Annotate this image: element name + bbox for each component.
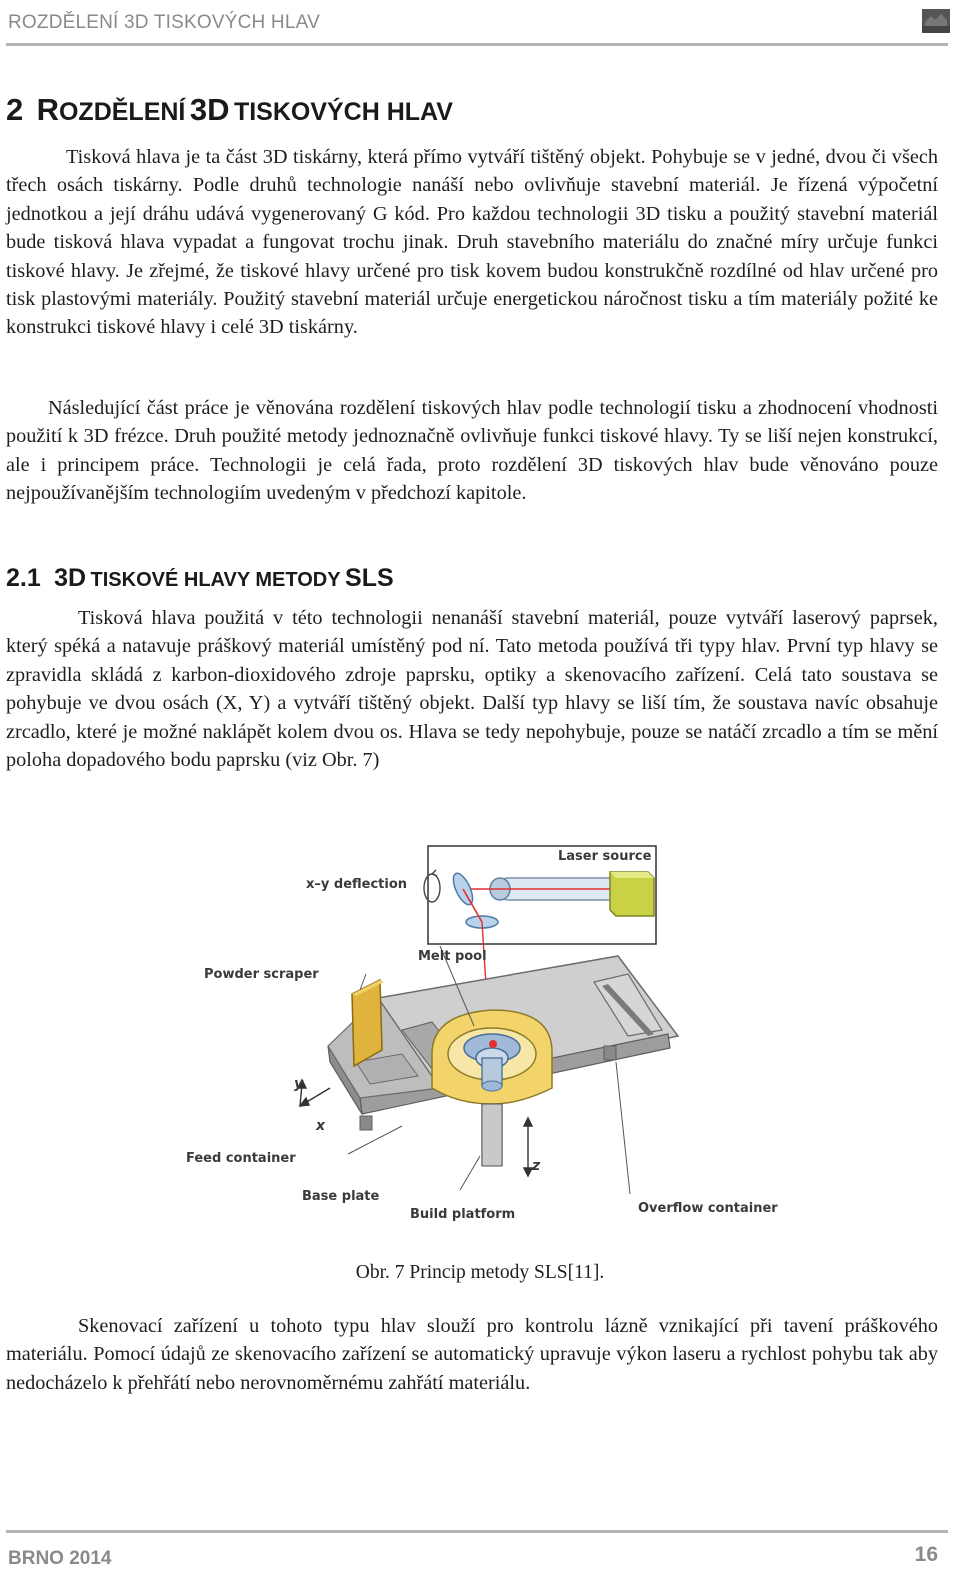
- label-overflow-container: Overflow container: [638, 1201, 778, 1216]
- chapter-number: 2: [6, 92, 24, 127]
- chapter-title-3d: 3D: [189, 92, 230, 127]
- paragraph-scanning: Skenovací zařízení u tohoto typu hlav slouží pro kontrolu lázně vznikající při tavení práškového materiálu. Pomocí údajů ze skenovacího zařízení se automatický upravuje výkon laseru a rychlost pohybu tak aby nedocházelo k přehřátí nebo nerovnoměrnému zahřátí materiálu.: [6, 1315, 938, 1394]
- page-number: 16: [914, 1543, 938, 1566]
- laser-source-unit: [470, 872, 654, 916]
- label-powder-scraper: Powder scraper: [204, 967, 319, 982]
- label-axis-y: y: [294, 1076, 304, 1092]
- running-header: ROZDĚLENÍ 3D TISKOVÝCH HLAV: [8, 12, 320, 33]
- footer-place-year: BRNO 2014: [8, 1548, 112, 1569]
- chapter-title-rest: TISKOVÝCH HLAV: [233, 98, 453, 126]
- label-axis-z: z: [532, 1158, 541, 1174]
- paragraph-following: Následující část práce je věnována rozdělení tiskových hlav podle technologií tisku a zhodnocení vhodnosti použití k 3D frézce. Druh použité metody jednoznačně ovlivňuje funkci tiskové hlavy. Ty se liší nejen konstrukcí, ale i principem práce. Technologii je celá řada, proto rozdělení 3D tiskových hlav bude věnováno pouze nejpoužívanějším technologiím uvedeným v předchozí kapitole.: [6, 397, 938, 505]
- build-platform-assembly: [432, 1010, 552, 1166]
- sls-diagram: [170, 826, 790, 1238]
- section-title-mid: TISKOVÉ HLAVY METODY: [90, 569, 341, 591]
- paragraph-sls: Tisková hlava použitá v této technologii nenanáší stavební materiál, pouze vytváří laserový paprsek, který spéká a natavuje práškový materiál umístěný pod ní. Tato metoda používá tři typy hlav. První typ hlavy se zpravidla skládá z karbon-dioxidového zdroje paprsku, optiky a skenovacího zařízení. Celá tato soustava se pohybuje ve dvou osách (X, Y) a vytváří tištěný objekt. Další typ hlavy se liší tím, že soustava navíc obsahuje zrcadlo, které je možné naklápět kolem dvou os. Hlava se tedy nepohybuje, pouze se natáčí zrcadlo a tím se mění poloha dopadového bodu paprsku (viz Obr. 7): [6, 607, 938, 772]
- label-base-plate: Base plate: [302, 1189, 380, 1204]
- book-corner-icon: [921, 8, 951, 34]
- chapter-title-word1: OZDĚLENÍ: [58, 98, 186, 126]
- chapter-title-initial: R: [36, 92, 59, 127]
- label-laser-source: Laser source: [558, 849, 652, 864]
- section-title-sls: SLS: [345, 564, 394, 592]
- footer-rule: [6, 1530, 948, 1533]
- chapter-heading: [6, 92, 453, 128]
- header-rule: [6, 43, 948, 46]
- melt-pool-point: [489, 1040, 497, 1048]
- deflection-mirrors: [424, 870, 498, 928]
- label-xy-deflection: x–y deflection: [306, 877, 408, 892]
- figure-caption: Obr. 7 Princip metody SLS[11].: [355, 1262, 605, 1283]
- section-number: 2.1: [6, 564, 41, 592]
- label-build-platform: Build platform: [410, 1207, 516, 1222]
- section-title-3d: 3D: [54, 564, 87, 592]
- section-heading: [6, 564, 394, 593]
- paragraph-intro: Tisková hlava je ta část 3D tiskárny, která přímo vytváří tištěný objekt. Pohybuje se v jedné, dvou či všech třech osách tiskárny. Podle druhů technologie nanáší nebo ovlivňuje stavební materiál. Je řízená výpočetní jednotkou a její dráhu udává vygenerovaný G kód. Pro každou technologii 3D tisku a použitý stavební materiál bude tisková hlava vypadat a fungovat trochu jinak. Druh stavebního materiálu do značné míry určuje funkci tiskové hlavy. Je zřejmé, že tiskové hlavy určené pro tisk kovem budou konstrukčně rozdílné od hlav určené pro tisk plastovými materiály. Použitý stavební materiál určuje energetickou náročnost tisku a tím materiály požité ke konstrukci tiskové hlavy i celé 3D tiskárny.: [6, 146, 938, 339]
- label-melt-pool: Melt pool: [418, 949, 487, 964]
- label-axis-x: x: [316, 1118, 326, 1134]
- label-feed-container: Feed container: [186, 1151, 296, 1166]
